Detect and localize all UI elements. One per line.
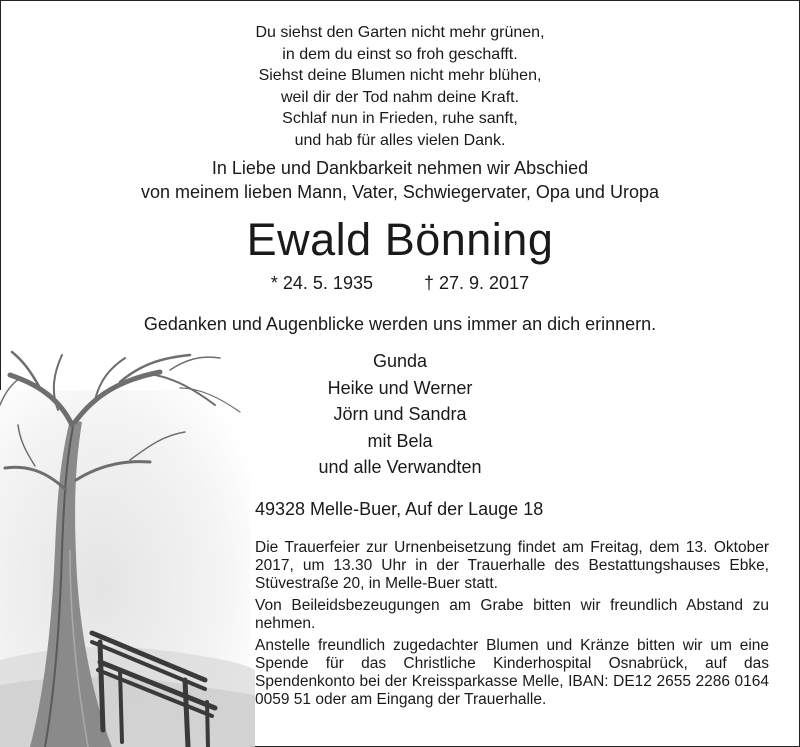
intro-text xyxy=(0,156,800,204)
intro-line: von meinem lieben Mann, Vater, Schwiegervater, Opa und Uropa xyxy=(141,182,659,202)
poem-line: und hab für alles vielen Dank. xyxy=(294,131,506,149)
poem-line: Schlaf nun in Frieden, ruhe sanft, xyxy=(282,110,518,127)
memory-line: Gedanken und Augenblicke werden uns immer an dich erinnern. xyxy=(143,314,657,334)
death-date: † 27. 9. 2017 xyxy=(424,273,530,293)
family-member: Heike und Werner xyxy=(327,377,473,398)
deceased-name: Ewald Bönning xyxy=(246,214,554,265)
condolence-paragraph: Von Beileidsbezeugungen am Grabe bitten wir freundlich Abstand zu nehmen. xyxy=(255,597,769,632)
family-member: und alle Verwandten xyxy=(318,457,482,477)
info-block xyxy=(255,539,769,713)
family-member: mit Bela xyxy=(367,430,433,451)
ceremony-paragraph: Die Trauerfeier zur Urnenbeisetzung findet am Freitag, dem 13. Oktober 2017, um 13.30 Uhr in der Trauerhalle des Bestattungshauses Ebke, Stüvestraße 20, in Melle-Buer statt. xyxy=(255,539,769,592)
poem-line: weil dir der Tod nahm deine Kraft. xyxy=(280,88,520,106)
poem-line: Siehst deine Blumen nicht mehr blühen, xyxy=(258,67,542,84)
family-member: Jörn und Sandra xyxy=(333,404,467,424)
poem-line: in dem du einst so froh geschafft. xyxy=(282,45,518,63)
intro-line: In Liebe und Dankbarkeit nehmen wir Abschied xyxy=(211,158,589,178)
donation-paragraph: Anstelle freundlich zugedachter Blumen und Kränze bitten wir um eine Spende für das Christliche Kinderhospital Osnabrück, auf das Spendenkonto bei der Kreissparkasse Melle, IBAN: DE12 2655 2286 0164 0059 51 oder am Eingang der Trauerhalle. xyxy=(255,637,769,708)
life-dates xyxy=(0,271,800,295)
poem-line: Du siehst den Garten nicht mehr grünen, xyxy=(255,24,545,41)
family-list xyxy=(200,348,600,481)
family-member: Gunda xyxy=(372,351,428,371)
poem xyxy=(0,22,800,151)
birth-date: * 24. 5. 1935 xyxy=(270,273,373,293)
address: 49328 Melle-Buer, Auf der Lauge 18 xyxy=(255,499,544,519)
